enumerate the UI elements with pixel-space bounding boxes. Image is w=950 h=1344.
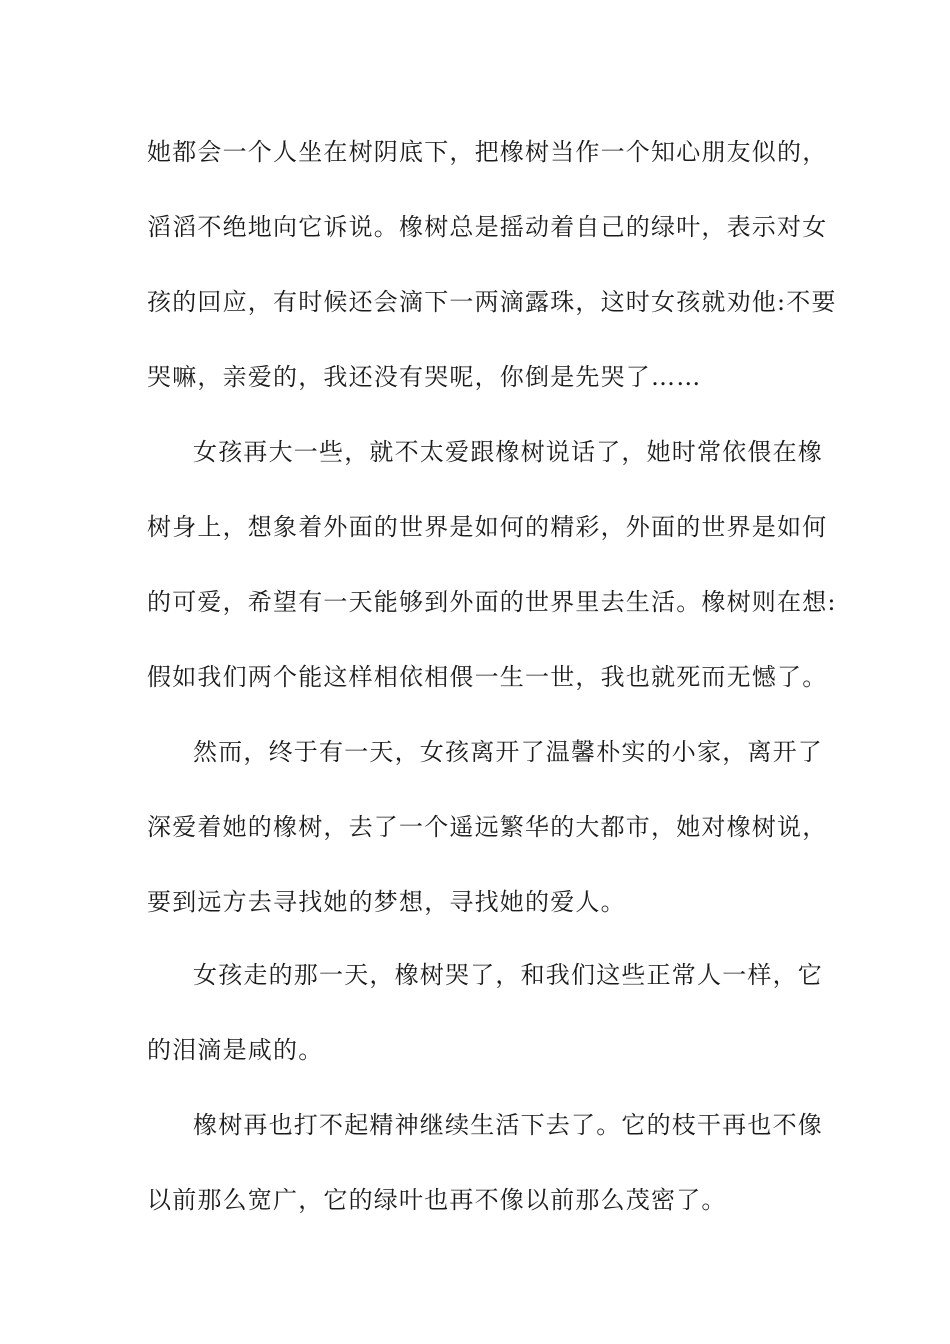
text-line: 树身上，想象着外面的世界是如何的精彩，外面的世界是如何 <box>147 513 828 541</box>
text-line: 以前那么宽广，它的绿叶也再不像以前那么茂密了。 <box>147 1186 727 1214</box>
text-line: 要到远方去寻找她的梦想，寻找她的爱人。 <box>147 888 626 916</box>
paragraph-first-line: 女孩走的那一天，橡树哭了，和我们这些正常人一样，它 <box>193 961 823 989</box>
text-line: 深爱着她的橡树，去了一个遥远繁华的大都市，她对橡树说， <box>147 813 828 841</box>
paragraph-first-line: 女孩再大一些，就不太爱跟橡树说话了，她时常依偎在橡 <box>193 438 823 466</box>
text-line: 的可爱，希望有一天能够到外面的世界里去生活。橡树则在想: <box>147 588 837 616</box>
text-line: 假如我们两个能这样相依相偎一生一世，我也就死而无憾了。 <box>147 663 828 691</box>
text-line: 滔滔不绝地向它诉说。橡树总是摇动着自己的绿叶，表示对女 <box>147 213 828 241</box>
paragraph-first-line: 橡树再也打不起精神继续生活下去了。它的枝干再也不像 <box>193 1111 823 1139</box>
text-line: 她都会一个人坐在树阴底下，把橡树当作一个知心朋友似的， <box>147 138 828 166</box>
text-line: 孩的回应，有时候还会滴下一两滴露珠，这时女孩就劝他:不要 <box>147 288 837 316</box>
text-line: 哭嘛，亲爱的，我还没有哭呢，你倒是先哭了…… <box>147 363 702 391</box>
paragraph-first-line: 然而，终于有一天，女孩离开了温馨朴实的小家，离开了 <box>193 738 823 766</box>
text-line: 的泪滴是咸的。 <box>147 1036 324 1064</box>
